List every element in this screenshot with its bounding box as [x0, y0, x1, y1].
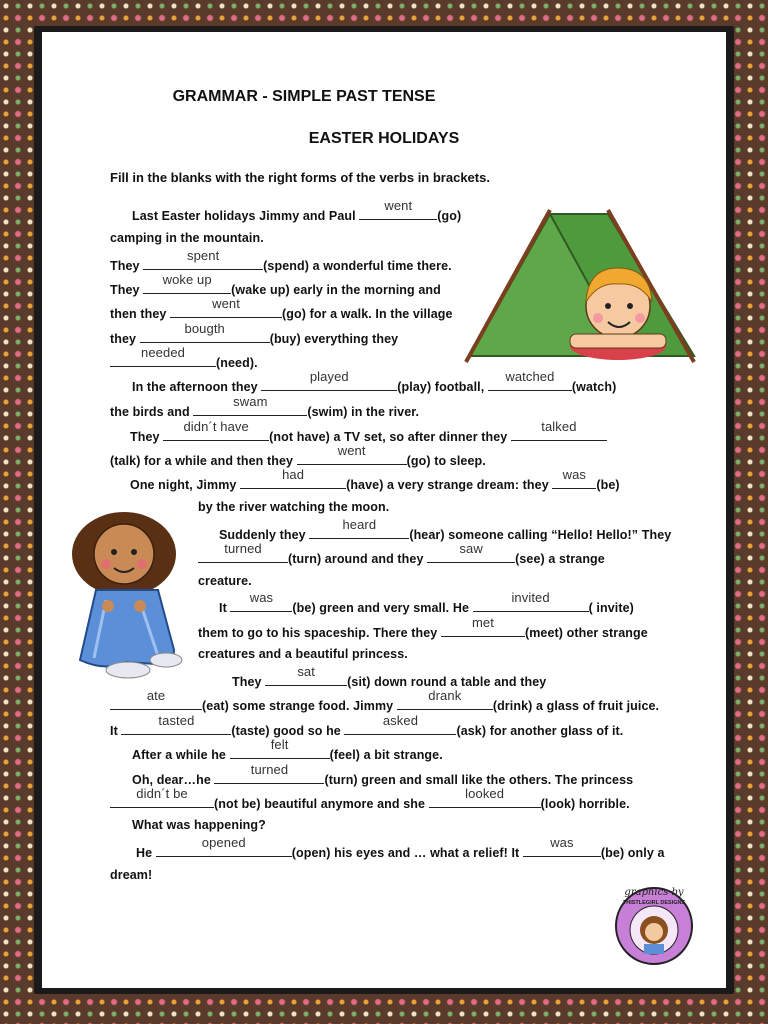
- handwritten-answer: was: [249, 590, 274, 605]
- worksheet-line: [110, 272, 441, 297]
- handwritten-answer: went: [337, 443, 366, 458]
- sentence-text: (open) his eyes and … what a relief! It: [291, 846, 523, 860]
- answer-blank[interactable]: [230, 737, 330, 759]
- handwritten-answer: heard: [342, 517, 377, 532]
- answer-blank[interactable]: [441, 615, 525, 637]
- handwritten-answer: ate: [146, 688, 166, 703]
- worksheet-line: [110, 231, 264, 245]
- sentence-text: camping in the mountain.: [110, 231, 264, 245]
- handwritten-answer: saw: [459, 541, 483, 556]
- handwritten-answer: spent: [187, 248, 220, 263]
- sentence-text: (swim) in the river.: [307, 405, 420, 419]
- answer-blank[interactable]: [110, 688, 202, 710]
- handwritten-answer: drank: [428, 688, 462, 703]
- sentence-text: (be) only a: [600, 846, 665, 860]
- answer-blank[interactable]: [143, 272, 231, 294]
- sentence-text: (play) football,: [397, 380, 488, 394]
- logo-text-top: graphics by: [624, 887, 684, 898]
- sentence-text: (go): [437, 209, 462, 223]
- logo-text-bottom: THISTLEGIRL DESIGNS: [622, 900, 686, 906]
- answer-blank[interactable]: [488, 369, 572, 391]
- sentence-text: (see) a strange: [515, 552, 605, 566]
- sentence-text: creature.: [198, 574, 252, 588]
- answer-blank[interactable]: [110, 786, 214, 808]
- worksheet-line: [110, 443, 486, 468]
- sentence-text: (be): [596, 478, 620, 492]
- worksheet-line: [198, 541, 605, 566]
- worksheet-line: [110, 345, 258, 370]
- worksheet-line: [198, 574, 252, 588]
- sentence-text: (watch): [571, 380, 617, 394]
- worksheet-line: [219, 590, 634, 615]
- answer-blank[interactable]: [473, 590, 589, 612]
- sentence-text: It: [110, 724, 122, 738]
- answer-blank[interactable]: [143, 248, 263, 270]
- handwritten-answer: met: [471, 615, 494, 630]
- answer-blank[interactable]: [240, 467, 346, 489]
- handwritten-answer: went: [212, 296, 240, 311]
- sentence-text: (drink) a glass of fruit juice.: [492, 699, 660, 713]
- handwritten-answer: opened: [201, 835, 246, 850]
- sentence-text: by the river watching the moon.: [198, 500, 390, 514]
- handwritten-answer: talked: [541, 419, 577, 434]
- sentence-text: (not be) beautiful anymore and she: [214, 797, 429, 811]
- sentence-text: (look) horrible.: [540, 797, 630, 811]
- handwritten-answer: looked: [465, 786, 505, 801]
- handwritten-answer: woke up: [162, 272, 212, 287]
- sentence-text: dream!: [110, 868, 153, 882]
- sentence-text: the birds and: [110, 405, 194, 419]
- answer-blank[interactable]: [265, 664, 347, 686]
- answer-blank[interactable]: [309, 517, 409, 539]
- worksheet-line: [132, 818, 266, 832]
- sentence-text: (turn) green and small like the others. The princess: [324, 773, 634, 787]
- answer-blank[interactable]: [214, 762, 324, 784]
- sentence-text: (sit) down round a table and they: [347, 675, 547, 689]
- sentence-text: (turn) around and they: [288, 552, 428, 566]
- sentence-text: Suddenly they: [219, 528, 310, 542]
- sentence-text: them to go to his spaceship. There they: [198, 626, 441, 640]
- sentence-text: (taste) good so he: [231, 724, 345, 738]
- handwritten-answer: didn´t be: [136, 786, 188, 801]
- worksheet-line: [132, 369, 617, 394]
- worksheet-line: [110, 394, 420, 419]
- sentence-text: (wake up) early in the morning and: [231, 283, 441, 297]
- sentence-text: They: [232, 675, 266, 689]
- sentence-text: In the afternoon they: [132, 380, 262, 394]
- worksheet-title: GRAMMAR - SIMPLE PAST TENSE: [172, 88, 436, 105]
- answer-blank[interactable]: [140, 321, 270, 343]
- handwritten-answer: turned: [250, 762, 289, 777]
- worksheet-line: [110, 868, 152, 882]
- handwritten-answer: swam: [233, 394, 268, 409]
- handwritten-answer: bougth: [184, 321, 225, 336]
- worksheet-line: [132, 737, 443, 762]
- answer-blank[interactable]: [427, 541, 515, 563]
- answer-blank[interactable]: [523, 835, 601, 857]
- worksheet-line: [132, 762, 634, 787]
- tent-boy-illustration: [458, 206, 700, 366]
- worksheet-line: [198, 647, 408, 661]
- worksheet-line: [110, 688, 660, 713]
- answer-blank[interactable]: [198, 541, 288, 563]
- worksheet-line: [130, 467, 620, 492]
- worksheet-line: [110, 321, 399, 346]
- worksheet-line: [130, 419, 607, 444]
- sentence-text: He: [136, 846, 156, 860]
- sentence-text: (buy) everything they: [269, 332, 399, 346]
- handwritten-answer: played: [309, 369, 349, 384]
- sentence-text: They: [110, 259, 144, 273]
- sentence-text: (talk) for a while and then they: [110, 454, 297, 468]
- answer-blank[interactable]: [156, 835, 292, 857]
- sentence-text: Oh, dear…he: [132, 773, 215, 787]
- worksheet-line: [219, 517, 672, 542]
- girl-illustration: [66, 510, 188, 686]
- answer-blank[interactable]: [261, 369, 397, 391]
- worksheet-line: [110, 296, 453, 321]
- handwritten-answer: sat: [297, 664, 315, 679]
- handwritten-answer: was: [550, 835, 574, 850]
- worksheet-instructions: Fill in the blanks with the right forms of the verbs in brackets.: [110, 170, 490, 185]
- worksheet-line: [110, 713, 624, 738]
- sentence-text: creatures and a beautiful princess.: [198, 647, 408, 661]
- sentence-text: (eat) some strange food. Jimmy: [202, 699, 397, 713]
- worksheet-line: [132, 198, 462, 223]
- answer-blank[interactable]: [511, 419, 607, 441]
- answer-blank[interactable]: [297, 443, 407, 465]
- handwritten-answer: needed: [141, 345, 185, 360]
- handwritten-answer: asked: [382, 713, 419, 728]
- handwritten-answer: had: [282, 467, 305, 482]
- sentence-text: (go) to sleep.: [406, 454, 486, 468]
- handwritten-answer: went: [384, 198, 413, 213]
- handwritten-answer: watched: [505, 369, 555, 384]
- handwritten-answer: turned: [224, 541, 262, 556]
- worksheet-line: [110, 248, 452, 273]
- sentence-text: they: [110, 332, 140, 346]
- sentence-text: (ask) for another glass of it.: [456, 724, 624, 738]
- answer-blank[interactable]: [359, 198, 437, 220]
- sentence-text: They: [130, 430, 164, 444]
- sentence-text: What was happening?: [132, 818, 266, 832]
- answer-blank[interactable]: [121, 713, 231, 735]
- worksheet-line: [198, 615, 648, 640]
- worksheet-line: [232, 664, 547, 689]
- worksheet-line: [136, 835, 665, 860]
- sentence-text: (spend) a wonderful time there.: [263, 259, 452, 273]
- worksheet-line: [198, 500, 389, 514]
- handwritten-answer: was: [562, 467, 587, 482]
- worksheet-line: [110, 786, 630, 811]
- answer-blank[interactable]: [193, 394, 307, 416]
- sentence-text: After a while he: [132, 748, 230, 762]
- sentence-text: One night, Jimmy: [130, 478, 241, 492]
- handwritten-answer: didn´t have: [183, 419, 249, 434]
- sentence-text: It: [219, 601, 231, 615]
- handwritten-answer: tasted: [158, 713, 195, 728]
- answer-blank[interactable]: [110, 345, 216, 367]
- sentence-text: then they: [110, 307, 171, 321]
- answer-blank[interactable]: [170, 296, 282, 318]
- answer-blank[interactable]: [344, 713, 456, 735]
- answer-blank[interactable]: [397, 688, 493, 710]
- handwritten-answer: felt: [270, 737, 289, 752]
- answer-blank[interactable]: [552, 467, 596, 489]
- sentence-text: (feel) a bit strange.: [329, 748, 443, 762]
- worksheet-subtitle: EASTER HOLIDAYS: [308, 130, 460, 147]
- answer-blank[interactable]: [163, 419, 269, 441]
- sentence-text: (hear) someone calling “Hello! Hello!” They: [409, 528, 672, 542]
- sentence-text: (be) green and very small. He: [292, 601, 473, 615]
- sentence-text: (meet) other strange: [524, 626, 648, 640]
- sentence-text: (have) a very strange dream: they: [346, 478, 553, 492]
- handwritten-answer: invited: [511, 590, 550, 605]
- answer-blank[interactable]: [429, 786, 541, 808]
- sentence-text: (not have) a TV set, so after dinner they: [269, 430, 511, 444]
- sentence-text: They: [110, 283, 144, 297]
- answer-blank[interactable]: [230, 590, 292, 612]
- sentence-text: (need).: [216, 356, 258, 370]
- sentence-text: ( invite): [588, 601, 634, 615]
- sentence-text: (go) for a walk. In the village: [282, 307, 453, 321]
- sentence-text: Last Easter holidays Jimmy and Paul: [132, 209, 360, 223]
